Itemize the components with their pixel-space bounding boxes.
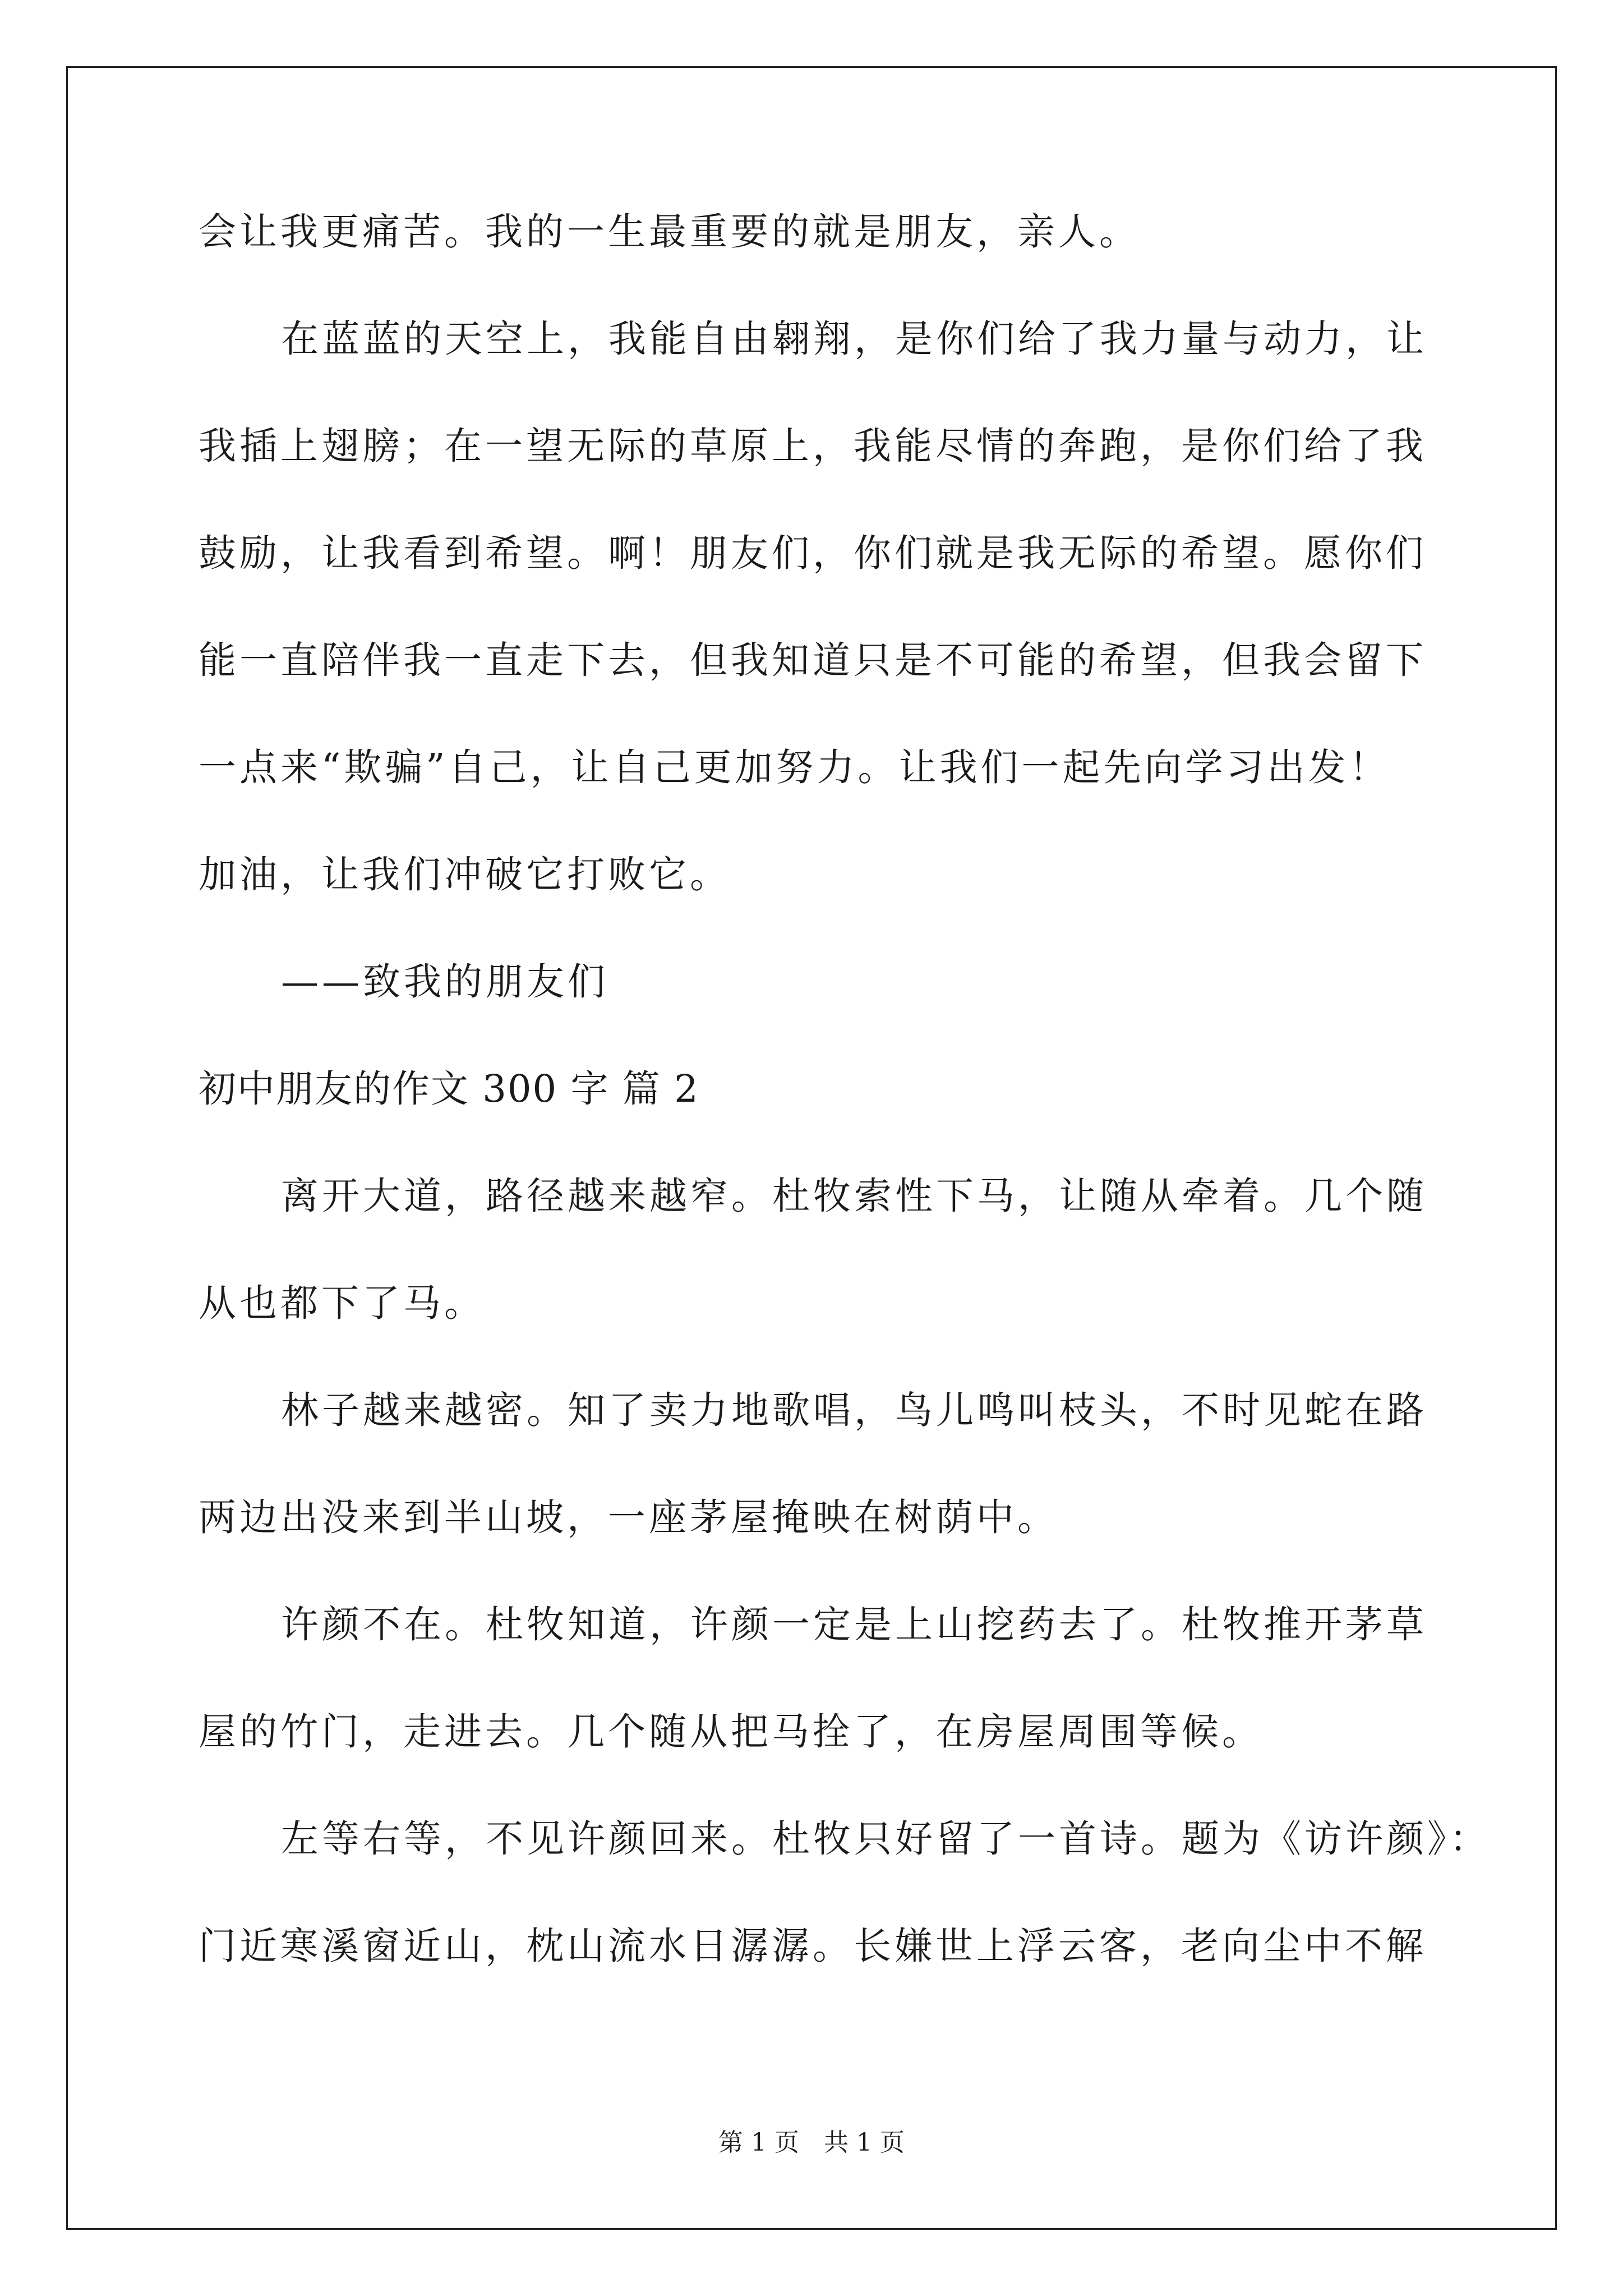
text-line: 我插上翅膀；在一望无际的草原上，我能尽情的奔跑，是你们给了我 <box>199 424 1427 468</box>
text-line: 许颜不在。杜牧知道，许颜一定是上山挖药去了。杜牧推开茅草 <box>281 1603 1427 1646</box>
text-line: 两边出没来到半山坡，一座茅屋掩映在树荫中。 <box>199 1496 1058 1539</box>
page-footer: 第 1 页 共 1 页 <box>718 2128 905 2157</box>
text-line: 在蓝蓝的天空上，我能自由翱翔，是你们给了我力量与动力，让 <box>281 317 1427 361</box>
document-body <box>199 210 1491 2035</box>
text-line: 从也都下了马。 <box>199 1281 485 1325</box>
section-heading: 初中朋友的作文 300 字 篇 2 <box>199 1067 699 1111</box>
text-line: 加油，让我们冲破它打败它。 <box>199 853 731 896</box>
text-line: 林子越来越密。知了卖力地歌唱，鸟儿鸣叫枝头，不时见蛇在路 <box>281 1388 1427 1432</box>
text-line: 一点来“欺骗”自己，让自己更加努力。让我们一起先向学习出发！ <box>199 746 1390 789</box>
text-line: 会让我更痛苦。我的一生最重要的就是朋友，亲人。 <box>199 210 1140 254</box>
text-line: 离开大道，路径越来越窄。杜牧索性下马，让随从牵着。几个随 <box>281 1174 1427 1218</box>
text-line: 屋的竹门，走进去。几个随从把马拴了，在房屋周围等候。 <box>199 1710 1263 1754</box>
signature-line: ——致我的朋友们 <box>281 960 608 1004</box>
text-line: 门近寒溪窗近山，枕山流水日潺潺。长嫌世上浮云客，老向尘中不解 <box>199 1924 1427 1968</box>
text-line: 左等右等，不见许颜回来。杜牧只好留了一首诗。题为《访许颜》： <box>281 1817 1491 1861</box>
text-line: 能一直陪伴我一直走下去，但我知道只是不可能的希望，但我会留下 <box>199 638 1427 682</box>
text-line: 鼓励，让我看到希望。啊！朋友们，你们就是我无际的希望。愿你们 <box>199 531 1427 575</box>
